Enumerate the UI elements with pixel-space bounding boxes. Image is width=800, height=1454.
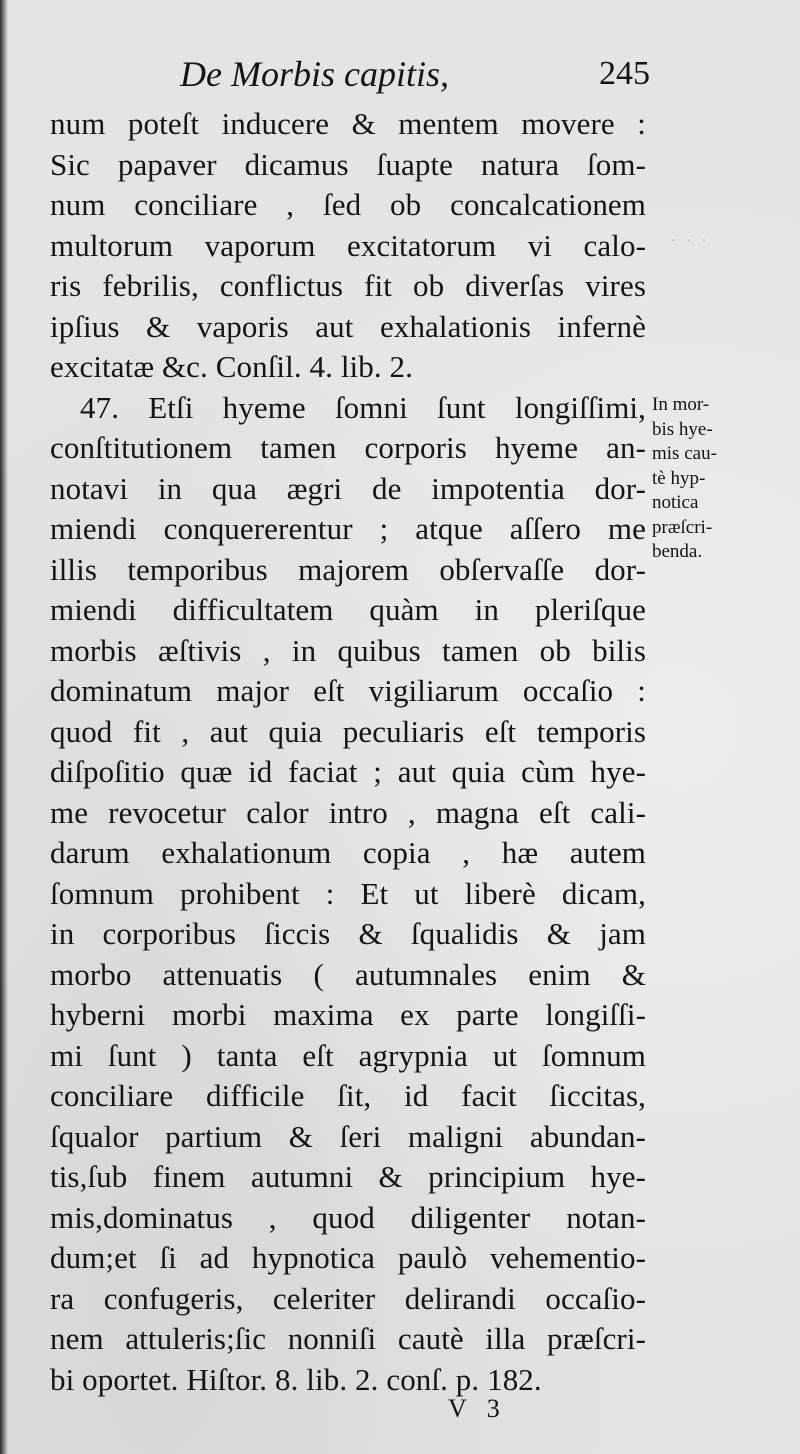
text-line: morbis æſtivis , in quibus tamen ob bilis <box>50 632 646 668</box>
text-line: mis,dominatus , quod diligenter notan- <box>50 1199 646 1235</box>
text-line: dominatum major eſt vigiliarum occaſio : <box>50 673 646 708</box>
text-line: num poteſt inducere & mentem movere : <box>50 106 646 141</box>
text-line: morbo attenuatis ( autumnales enim & <box>50 956 646 992</box>
text-line: dum;et ſi ad hypnotica paulò vehementio- <box>50 1240 646 1275</box>
text-line: miendi conquererentur ; atque aſſero me <box>50 511 646 546</box>
text-line: ſomnum prohibent : Et ut liberè dicam, <box>50 875 646 911</box>
signature-mark: V 3 <box>448 1394 500 1423</box>
text-line: ris febrilis, conflictus fit ob diverſas vires <box>50 268 646 303</box>
text-line: miendi difficultatem quàm in pleriſque <box>50 592 646 627</box>
margin-note <box>652 393 792 565</box>
page-gutter-shadow <box>0 0 8 1454</box>
text-line: Sic papaver dicamus ſuapte natura ſom- <box>50 146 646 182</box>
margin-note-line: In mor- <box>652 394 710 415</box>
text-line: conſtitutionem tamen corporis hyeme an- <box>50 430 646 465</box>
text-line: mi ſunt ) tanta eſt agrypnia ut ſomnum <box>50 1037 646 1073</box>
margin-note-line: notica <box>652 492 699 513</box>
page-number: 245 <box>599 55 650 92</box>
text-line: notavi in qua ægri de impotentia dor- <box>50 470 646 506</box>
page-header <box>180 50 650 100</box>
text-line: illis temporibus majorem obſervaſſe dor- <box>50 551 646 587</box>
text-line: conciliare difficile ſit, id facit ſiccitas, <box>50 1078 646 1113</box>
margin-note-line: bis hye- <box>652 418 713 440</box>
text-line: nem attuleris;ſic nonniſi cautè illa præſcri- <box>50 1321 646 1356</box>
text-line: ipſius & vaporis aut exhalationis infernè <box>50 308 646 344</box>
text-line: ſqualor partium & ſeri maligni abundan- <box>50 1118 646 1154</box>
text-line: bi oportet. Hiſtor. 8. lib. 2. conſ. p. 182. <box>50 1361 542 1397</box>
text-line: multorum vaporum excitatorum vi calo- <box>50 227 646 263</box>
text-line: hyberni morbi maxima ex parte longiſſi- <box>50 997 646 1032</box>
text-line: in corporibus ſiccis & ſqualidis & jam <box>50 916 646 951</box>
bleed-through-mark: ᛫ ᛫ ᛫ <box>668 232 710 252</box>
text-line: tis,ſub finem autumni & principium hye- <box>50 1159 646 1194</box>
text-line: ra confugeris, celeriter delirandi occaſio- <box>50 1280 646 1316</box>
body-text <box>50 104 646 1400</box>
text-line: quod fit , aut quia peculiaris eſt temporis <box>50 713 646 749</box>
text-line: me revocetur calor intro , magna eſt cali- <box>50 794 646 830</box>
text-line: darum exhalationum copia , hæ autem <box>50 835 646 870</box>
margin-note-line: benda. <box>652 541 703 562</box>
text-line: diſpoſitio quæ id faciat ; aut quia cùm hye- <box>50 754 646 789</box>
paragraph-start-line: 47. Etſi hyeme ſomni ſunt longiſſimi, <box>80 389 646 425</box>
running-title: De Morbis capitis, <box>180 54 449 94</box>
text-line: excitatæ &c. Conſil. 4. lib. 2. <box>50 349 414 384</box>
margin-note-line: tè hyp- <box>652 467 706 489</box>
margin-note-line: præſcri- <box>652 516 713 538</box>
margin-note-line: mis cau- <box>652 443 717 464</box>
text-line: num conciliare , ſed ob concalcationem <box>50 187 646 222</box>
